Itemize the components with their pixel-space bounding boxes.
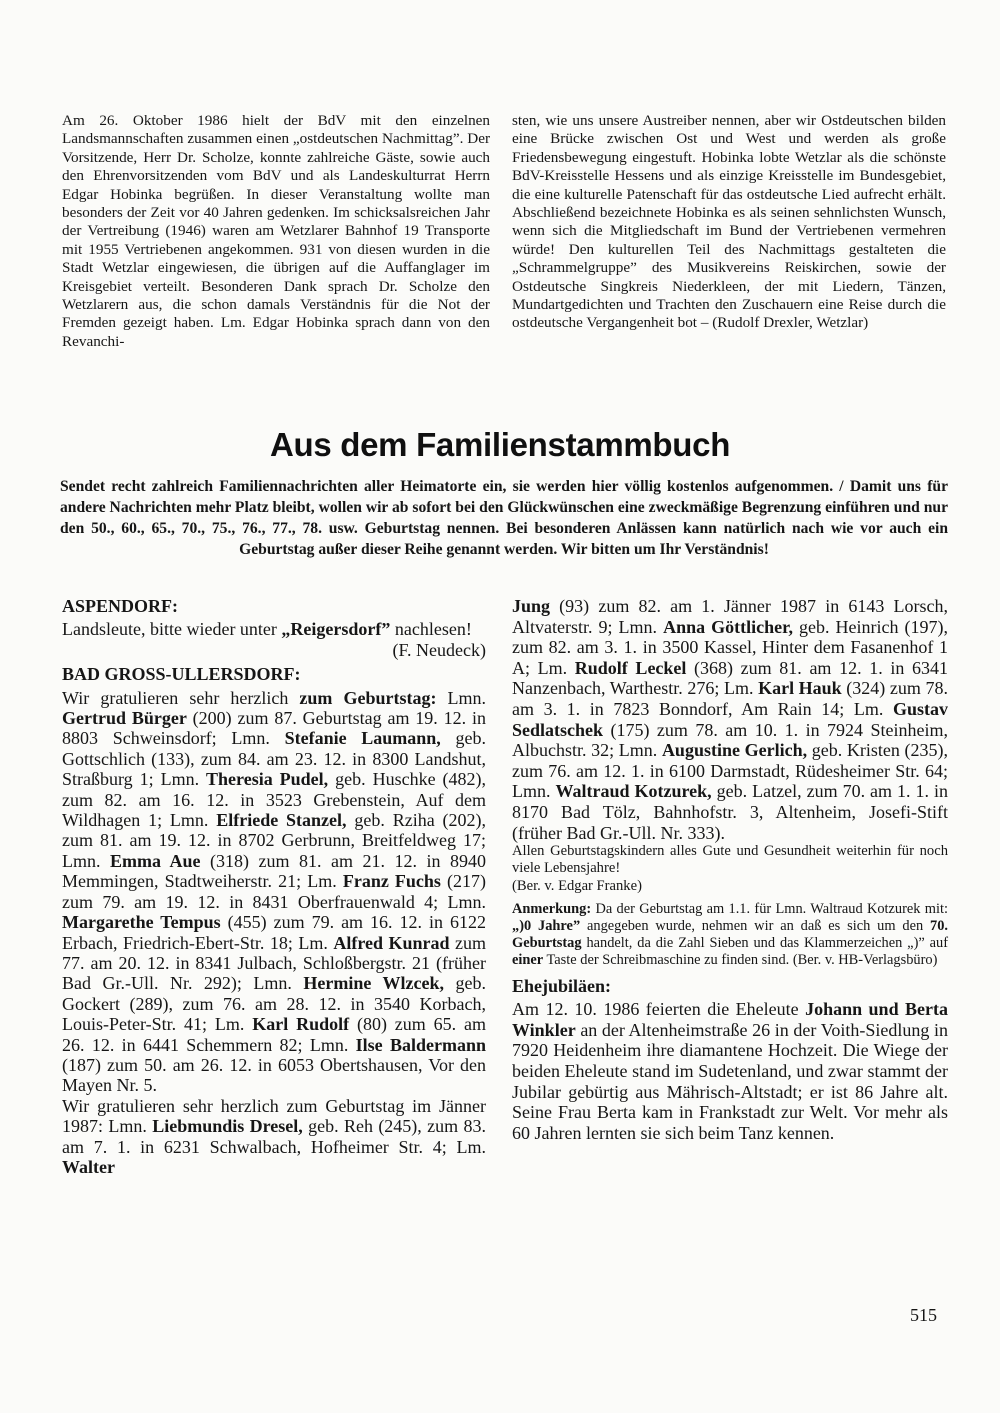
article-text-left: Am 26. Oktober 1986 hielt der BdV mit den einzelnen Landsmannschaften zusammen einen „ostdeutschen Nachmittag”. Der Vorsitzende, Herr Dr. Scholze, konnte zahlreiche Gäste, sowie auch den Ehrenvorsitzenden vom BdV und als Landeskulturrat Herrn Edgar Hobinka begrüßen. In dieser Veranstaltung wollte man besonders der Zeit vor 40 Jahren gedenken. Im schicksalsreichen Jahr der Vertreibung (1946) waren am Wetzlarer Bahnhof 19 Transporte mit 1955 Vertriebenen angekommen. 931 von diesen wurden in die Stadt Wetzlar eingewiesen, die übrigen auf die Auffanglager im Kreisgebiet verteilt. Besonderen Dank sprach Dr. Scholze den Wetzlarern aus, die schon damals Verständnis für die Not der Fremden gezeigt haben. Lm. Edgar Hobinka sprach dann von den Revanchi- — [62, 112, 490, 350]
bold-run: Theresia Pudel, — [206, 769, 329, 790]
text-run: (455) zum 79. am 16. 12. in 6122 Erbach, Friedrich-Ebert-Str. 18; Lm. — [62, 912, 486, 953]
bold-run: zum Geburtstag: — [299, 687, 437, 708]
text-run: an der Altenheimstraße 26 in der Voith-Siedlung in 7920 Heidenheim ihre diamantene Hochzeit. Die Wiege der beiden Eheleute stand im Sudetenland, und zwar stammt der Jubilar gebürtig aus Mährisch-Altstadt; er ist 86 Jahre alt. Seine Frau Berta kam in Frankstadt zur Welt. Vor mehr als 60 Jahren lernten sie sich beim Tanz kennen. — [512, 1019, 948, 1143]
text-run: Taste der Schreibmaschine zu finden sind. (Ber. v. HB-Verlagsbüro) — [543, 952, 938, 969]
bold-run: einer — [512, 952, 544, 969]
text-run: (368) zum 81. am 12. 1. in 6341 Nanzenbach, Warthestr. 276; Lm. — [512, 657, 948, 699]
bold-run: Walter — [62, 1156, 115, 1177]
text-run: geb. Rziha (202), zum 81. am 19. 12. in 8702 Gerbrunn, Breitfeldweg 17; Lmn. — [62, 810, 486, 871]
bold-run: Augustine Gerlich, — [661, 740, 808, 761]
section-title: Aus dem Familienstammbuch — [269, 426, 731, 463]
text-run: Wir gratulieren sehr herzlich zum Geburtstag im Jänner 1987: Lmn. — [62, 1095, 486, 1137]
bold-run: Gustav Sedlatschek — [512, 698, 948, 740]
text-run: (318) zum 81. am 21. 12. in 8940 Memmingen, Stadtweiherstr. 21; Lm. — [62, 850, 486, 892]
bold-run: Hermine Wlzcek, — [303, 973, 445, 994]
bold-run: Anmerkung: — [512, 900, 592, 917]
intro-notice — [60, 476, 948, 560]
page-number: 515 — [910, 1305, 937, 1325]
text-run: geb. Gockert (289), zum 76. am 28. 12. in 3540 Korbach, Louis-Peter-Str. 41; Lm. — [62, 973, 487, 1035]
text-run: geb. Reh (245), zum 83. am 7. 1. in 6231 Schwalbach, Hofheimer Str. 4; Lm. — [62, 1116, 487, 1157]
birthday-wishes-signature: (Ber. v. Edgar Franke) — [512, 877, 642, 894]
bold-run: Stefanie Laumann, — [284, 728, 441, 749]
birthday-wishes: Allen Geburtstagskindern alles Gute und Gesundheit weiterhin für noch viele Lebensjahre! — [512, 843, 948, 877]
ullersdorf-heading: BAD GROSS-ULLERSDORF: — [62, 664, 301, 685]
aspendorf-signature: (F. Neudeck) — [392, 639, 486, 660]
announcements-column-left — [62, 596, 486, 1177]
article-text-right: sten, wie uns unsere Austreiber nennen, aber wir Ostdeutschen bilden eine Brücke zwischen Ost und West und werden als große Friedensbewegung eingestuft. Hobinka lobte Wetzlar als die schönste BdV-Kreisstelle Hessens und als einzige Kreisstelle im Bundesgebiet, die eine kulturelle Patenschaft für das ostdeutsche Lied aufrecht erhält. Abschließend bezeichnete Hobinka es als seinen sehnlichsten Wunsch, wenn sich die Mitgliedschaft im Bund der Vertriebenen vermehren würde! Den kulturellen Teil des Nachmittags gestalteten die „Schrammelgruppe” des Musikvereins Reiskirchen, sowie der Ostdeutsche Singkreis Niederkleen, der mit Liedern, Tänzen, Mundartgedichten und Trachten den Zuschauern eine Reise durch die ostdeutsche Vergangenheit bot – (Rudolf Drexler, Wetzlar) — [512, 112, 946, 332]
bold-run: Margarethe Tempus — [62, 912, 221, 933]
article-column-left — [62, 112, 490, 351]
bold-run: Karl Rudolf — [252, 1014, 350, 1035]
text-run: (324) zum 78. am 3. 1. in 7823 Bonndorf, Am Rain 14; Lm. — [512, 678, 948, 719]
article-column-right — [512, 112, 946, 333]
bold-run: Rudolf Leckel — [574, 657, 687, 678]
text-run: handelt, da die Zahl Sieben und das Klammerzeichen „)” auf — [581, 935, 948, 952]
text-run: angegeben wurde, nehmen wir an daß es sich um den — [580, 917, 930, 934]
bold-run: Anna Göttlicher, — [663, 616, 793, 637]
aspendorf-signature-row — [62, 640, 486, 660]
bold-run: „)0 Jahre” — [512, 917, 581, 934]
text-run: (175) zum 78. am 10. 1. in 7924 Steinheim, Albuchstr. 32; Lmn. — [512, 719, 948, 761]
ehejubilaeen-heading: Ehejubiläen: — [512, 975, 612, 996]
text-run: Am 12. 10. 1986 feierten die Eheleute — [512, 999, 806, 1020]
bold-run: Gertrud Bürger — [62, 708, 187, 729]
bold-run: 70. Geburtstag — [512, 917, 948, 952]
bold-run: Liebmundis Dresel, — [152, 1116, 303, 1137]
bold-run: Jung — [512, 596, 551, 616]
bold-run: Franz Fuchs — [342, 871, 441, 892]
ullersdorf-paragraph-2 — [62, 1096, 486, 1178]
text-run: (200) zum 87. Geburtstag am 19. 12. in 8803 Schweinsdorf; Lmn. — [62, 708, 486, 749]
text-run: (93) zum 82. am 1. Jänner 1987 in 6143 Lorsch, Altvaterstr. 9; Lmn. — [512, 596, 948, 637]
bold-run: Johann und Berta Winkler — [512, 999, 949, 1040]
text-run: zum 77. am 20. 12. in 8341 Julbach, Schloßbergstr. 21 (früher Bad Gr.-Ull. Nr. 292); Lmn. — [62, 932, 486, 994]
ullersdorf-paragraph-1 — [62, 688, 486, 1096]
text-run: geb. Heinrich (197), zum 82. am 3. 1. in 3500 Kassel, Hinter dem Fasanenhof 1 A; Lm. — [512, 616, 948, 678]
text-run: geb. Huschke (482), zum 82. am 16. 12. in 3523 Grebenstein, Auf dem Wildhagen 1; Lmn. — [62, 769, 486, 831]
bold-run: Emma Aue — [110, 850, 201, 871]
bold-run: Karl Hauk — [758, 678, 842, 699]
text-run: (187) zum 50. am 26. 12. in 6053 Obertshausen, Vor den Mayen Nr. 5. — [62, 1054, 486, 1096]
text-run: (217) zum 79. am 19. 12. in 8431 Oberfrauenwald 4; Lmn. — [62, 871, 486, 912]
editorial-note — [512, 901, 948, 970]
announcements-column-right — [512, 596, 948, 1143]
aspendorf-text: Landsleute, bitte wieder unter „Reigersdorf” nachlesen! — [62, 619, 472, 640]
text-run: Da der Geburtstag am 1.1. für Lmn. Waltraud Kotzurek mit: — [591, 900, 948, 917]
ullersdorf-paragraph-3 — [512, 596, 948, 843]
text-run: geb. Gottschlich (133), zum 84. am 23. 12. in 8300 Landshut, Straßburg 1; Lmn. — [62, 728, 486, 790]
text-run: geb. Kristen (235), zum 76. am 12. 1. in 6100 Darmstadt, Rüdesheimer Str. 64; Lmn. — [512, 740, 948, 802]
text-run: Lmn. — [436, 687, 487, 708]
bold-run: Alfred Kunrad — [333, 932, 450, 953]
text-run: geb. Latzel, zum 70. am 1. 1. in 8170 Bad Tölz, Bahnhofstr. 3, Altenheim, Josefi-Stift (früher Bad Gr.-Ull. Nr. 333). — [512, 781, 949, 843]
text-run: Wir gratulieren sehr herzlich — [62, 687, 300, 708]
intro-text: Sendet recht zahlreich Familiennachrichten aller Heimatorte ein, sie werden hier völlig kostenlos aufgenommen. / Damit uns für andere Nachrichten mehr Platz bleibt, wollen wir ab sofort bei den Glückwünschen eine zweckmäßige Begrenzung einführen und nur den 50., 60., 65., 70., 75., 76., 77., 78. usw. Geburtstag nennen. Bei besonderen Anlässen kann natürlich nach wie vor auch ein Geburtstag außer dieser Reihe genannt werden. Wir bitten um Ihr Verständnis! — [60, 478, 948, 558]
bold-run: Waltraud Kotzurek, — [555, 781, 712, 802]
bold-run: Ilse Baldermann — [355, 1034, 486, 1055]
aspendorf-heading: ASPENDORF: — [62, 596, 178, 616]
ehejubilaeen-text — [512, 999, 948, 1143]
text-run: (80) zum 65. am 26. 12. in 6441 Schemmern 82; Lmn. — [62, 1014, 487, 1055]
bold-run: Elfriede Stanzel, — [216, 810, 347, 831]
